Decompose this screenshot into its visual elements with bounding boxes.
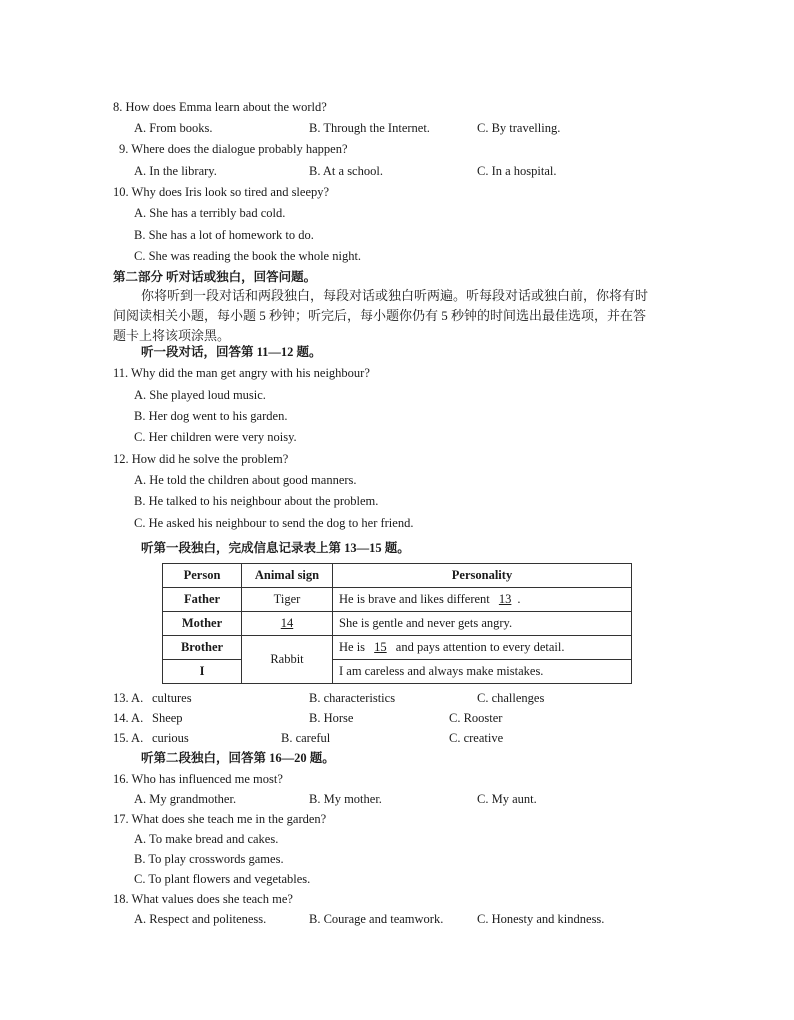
blank-13[interactable]: 13 <box>498 592 512 606</box>
option-13a[interactable]: cultures <box>152 691 192 705</box>
cell-animal <box>242 612 333 636</box>
option-9a[interactable]: A. In the library. <box>134 164 217 178</box>
cell-person: Mother <box>163 612 242 636</box>
question-9-stem: 9. Where does the dialogue probably happen? <box>119 142 348 156</box>
option-10b[interactable]: B. She has a lot of homework to do. <box>134 228 314 242</box>
option-14a[interactable]: Sheep <box>152 711 183 725</box>
info-record-table <box>162 563 632 684</box>
header-animal-sign: Animal sign <box>242 564 333 588</box>
option-16a[interactable]: A. My grandmother. <box>134 792 237 806</box>
option-17c[interactable]: C. To plant flowers and vegetables. <box>134 872 311 886</box>
monologue-1-heading: 听第一段独白，完成信息记录表上第 13—15 题。 <box>141 541 410 555</box>
monologue-2-heading: 听第二段独白，回答第 16—20 题。 <box>141 751 335 765</box>
cell-animal: Rabbit <box>242 636 333 684</box>
dialogue-heading: 听一段对话，回答第 11—12 题。 <box>141 345 322 359</box>
option-10a[interactable]: A. She has a terribly bad cold. <box>134 206 286 220</box>
option-18a[interactable]: A. Respect and politeness. <box>134 912 267 926</box>
cell-personality: I am careless and always make mistakes. <box>333 660 632 684</box>
option-11c[interactable]: C. Her children were very noisy. <box>134 430 297 444</box>
option-18c[interactable]: C. Honesty and kindness. <box>477 912 605 926</box>
question-16-stem: 16. Who has influenced me most? <box>113 772 283 786</box>
header-personality: Personality <box>333 564 632 588</box>
option-15c[interactable]: C. creative <box>449 731 504 745</box>
option-11a[interactable]: A. She played loud music. <box>134 388 266 402</box>
option-15b[interactable]: B. careful <box>281 731 331 745</box>
table-row <box>163 612 632 636</box>
cell-person: Father <box>163 588 242 612</box>
table-row <box>163 660 632 684</box>
table-header-row <box>163 564 632 588</box>
personality-text: He is <box>339 640 366 654</box>
option-8b[interactable]: B. Through the Internet. <box>309 121 430 135</box>
cell-personality <box>333 636 632 660</box>
option-11b[interactable]: B. Her dog went to his garden. <box>134 409 288 423</box>
question-14-num: 14. A. <box>113 711 144 725</box>
option-8a[interactable]: A. From books. <box>134 121 213 135</box>
instruction-line-3: 题卡上将该项涂黑。 <box>113 328 231 343</box>
question-12-stem: 12. How did he solve the problem? <box>113 452 289 466</box>
header-person: Person <box>163 564 242 588</box>
cell-personality: She is gentle and never gets angry. <box>333 612 632 636</box>
cell-person: I <box>163 660 242 684</box>
section-2-title: 第二部分 听对话或独白，回答问题。 <box>113 270 317 284</box>
option-12a[interactable]: A. He told the children about good manners. <box>134 473 357 487</box>
cell-personality: He is brave and likes different 13 . <box>333 588 632 612</box>
option-12b[interactable]: B. He talked to his neighbour about the problem. <box>134 494 379 508</box>
instruction-line-1: 你将听到一段对话和两段独白，每段对话或独白听两遍。听每段对话或独白前，你将有时 <box>141 288 649 303</box>
question-11-stem: 11. Why did the man get angry with his neighbour? <box>113 366 370 380</box>
table-row <box>163 588 632 612</box>
option-13c[interactable]: C. challenges <box>477 691 545 705</box>
option-17b[interactable]: B. To play crosswords games. <box>134 852 284 866</box>
option-16c[interactable]: C. My aunt. <box>477 792 537 806</box>
personality-text: and pays attention to every detail. <box>395 640 565 654</box>
cell-animal: Tiger <box>242 588 333 612</box>
table-row <box>163 636 632 660</box>
option-9b[interactable]: B. At a school. <box>309 164 383 178</box>
option-16b[interactable]: B. My mother. <box>309 792 382 806</box>
question-8-stem: 8. How does Emma learn about the world? <box>113 100 327 114</box>
question-15-num: 15. A. <box>113 731 144 745</box>
option-9c[interactable]: C. In a hospital. <box>477 164 557 178</box>
option-13b[interactable]: B. characteristics <box>309 691 396 705</box>
instruction-line-2: 间阅读相关小题，每小题 5 秒钟；听完后，每小题你仍有 5 秒钟的时间选出最佳选项，并在答 <box>113 308 647 323</box>
option-17a[interactable]: A. To make bread and cakes. <box>134 832 279 846</box>
option-10c[interactable]: C. She was reading the book the whole night. <box>134 249 362 263</box>
option-8c[interactable]: C. By travelling. <box>477 121 561 135</box>
personality-text: He is brave and likes different <box>339 592 490 606</box>
option-14c[interactable]: C. Rooster <box>449 711 503 725</box>
option-18b[interactable]: B. Courage and teamwork. <box>309 912 444 926</box>
question-17-stem: 17. What does she teach me in the garden? <box>113 812 327 826</box>
question-10-stem: 10. Why does Iris look so tired and sleepy? <box>113 185 330 199</box>
question-13-num: 13. A. <box>113 691 144 705</box>
option-14b[interactable]: B. Horse <box>309 711 354 725</box>
blank-14[interactable]: 14 <box>280 616 294 630</box>
option-12c[interactable]: C. He asked his neighbour to send the dog to her friend. <box>134 516 414 530</box>
option-15a[interactable]: curious <box>152 731 189 745</box>
question-18-stem: 18. What values does she teach me? <box>113 892 293 906</box>
cell-person: Brother <box>163 636 242 660</box>
blank-15[interactable]: 15 <box>374 640 387 654</box>
